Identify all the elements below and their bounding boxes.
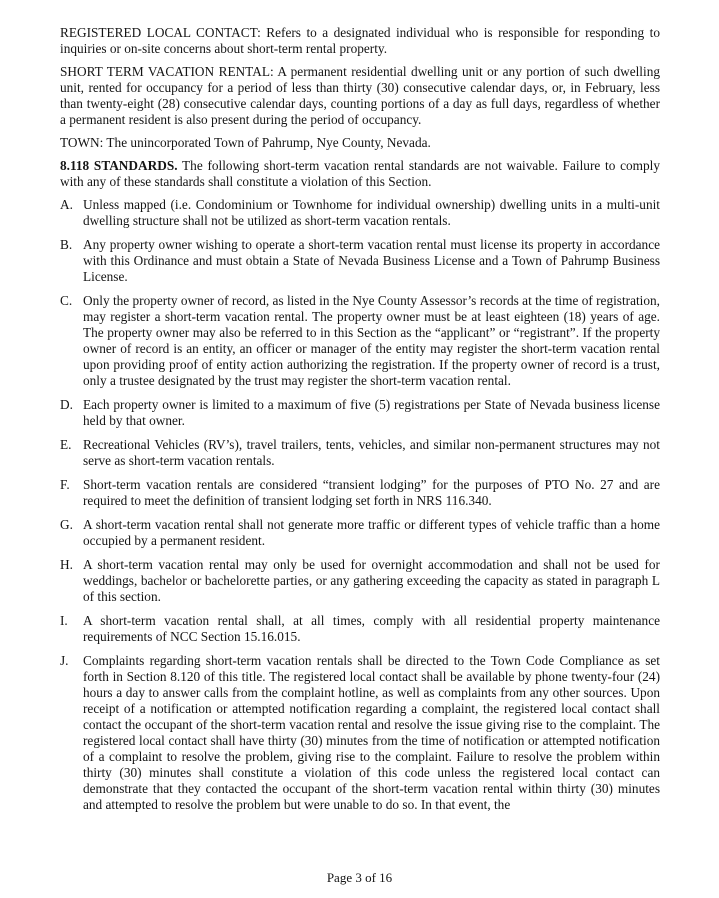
standards-item-g bbox=[60, 517, 660, 549]
item-text: A short-term vacation rental shall not generate more traffic or different types of vehicle traffic than a home occupied by a permanent resident. bbox=[83, 517, 660, 548]
item-letter: E. bbox=[60, 437, 72, 452]
item-text: Any property owner wishing to operate a short-term vacation rental must license its property in accordance with this Ordinance and must obtain a State of Nevada Business License and a Town of Pahrump Business License. bbox=[83, 237, 660, 284]
standards-item-i bbox=[60, 613, 660, 645]
item-letter: G. bbox=[60, 517, 73, 532]
standards-item-j bbox=[60, 653, 660, 813]
definition-term: TOWN: bbox=[60, 135, 104, 150]
item-text: A short-term vacation rental shall, at all times, comply with all residential property maintenance requirements of NCC Section 15.16.015. bbox=[83, 613, 660, 644]
item-text: Only the property owner of record, as listed in the Nye County Assessor’s records at the time of registration, may register a short-term vacation rental. The property owner must be at least eighteen (18) years of age. The property owner may also be referred to in this Section as the “applicant” or “registrant”. If the property owner of record is an entity, an officer or manager of the entity may register the short-term vacation rental upon providing proof of entity action authorizing the registration. If the property owner of record is a trust, only a trustee designated by the trust may register the short-term vacation rental. bbox=[83, 293, 660, 388]
definition-short-term-vacation-rental bbox=[60, 64, 660, 128]
standards-item-a bbox=[60, 197, 660, 229]
item-letter: D. bbox=[60, 397, 73, 412]
item-letter: I. bbox=[60, 613, 68, 628]
item-letter: J. bbox=[60, 653, 69, 668]
definition-term: SHORT TERM VACATION RENTAL: bbox=[60, 64, 274, 79]
standards-heading-paragraph bbox=[60, 158, 660, 190]
standards-item-h bbox=[60, 557, 660, 605]
standards-item-e bbox=[60, 437, 660, 469]
item-letter: A. bbox=[60, 197, 73, 212]
item-letter: B. bbox=[60, 237, 73, 252]
standards-item-b bbox=[60, 237, 660, 285]
page-number: Page 3 of 16 bbox=[326, 870, 393, 885]
standards-item-d bbox=[60, 397, 660, 429]
standards-intro-text: The following short-term vacation rental standards are not waivable. Failure to comply with any of these standards shall constitute a violation of this Section. bbox=[60, 158, 660, 189]
item-text: Unless mapped (i.e. Condominium or Townhome for individual ownership) dwelling units in a multi-unit dwelling structure shall not be utilized as short-term vacation rentals. bbox=[83, 197, 660, 228]
definition-text: The unincorporated Town of Pahrump, Nye County, Nevada. bbox=[103, 135, 431, 150]
definition-text: Refers to a designated individual who is responsible for responding to inquiries or on-site concerns about short-term rental property. bbox=[60, 25, 660, 56]
item-text: Each property owner is limited to a maximum of five (5) registrations per State of Nevada business license held by that owner. bbox=[83, 397, 660, 428]
definition-registered-local-contact bbox=[60, 25, 660, 57]
item-letter: C. bbox=[60, 293, 73, 308]
definition-town bbox=[60, 135, 660, 151]
standards-section-number: 8.118 STANDARDS. bbox=[60, 158, 178, 173]
item-text: Complaints regarding short-term vacation rentals shall be directed to the Town Code Compliance as set forth in Section 8.120 of this title. The registered local contact shall be available by phone twenty-four (24) hours a day to answer calls from the complaint hotline, as well as complaints from any other sources. Upon receipt of a notification or attempted notification regarding a complaint, the registered local contact shall contact the occupant of the short-term vacation rental and resolve the issue giving rise to the complaint. The registered local contact shall have thirty (30) minutes from the time of notification or attempted notification of a complaint to resolve the problem, giving rise to the complaint. Failure to resolve the problem within thirty (30) minutes shall constitute a violation of this code unless the registered local contact can demonstrate that they contacted the occupant of the short-term vacation rental within thirty (30) minutes and attempted to resolve the problem but were unable to do so. In that event, the bbox=[83, 653, 660, 812]
definition-text: A permanent residential dwelling unit or any portion of such dwelling unit, rented for occupancy for a period of less than thirty (30) consecutive calendar days, or, in February, less than twenty-eight (28) consecutive calendar days, counting portions of a day as full days, regardless of whether a permanent resident is also present during the period of occupancy. bbox=[60, 64, 660, 127]
definition-term: REGISTERED LOCAL CONTACT: bbox=[60, 25, 261, 40]
item-letter: F. bbox=[60, 477, 70, 492]
item-text: A short-term vacation rental may only be used for overnight accommodation and shall not be used for weddings, bachelor or bachelorette parties, or any gathering exceeding the capacity as stated in paragraph L of this section. bbox=[83, 557, 660, 604]
item-text: Recreational Vehicles (RV’s), travel trailers, tents, vehicles, and similar non-permanent structures may not serve as short-term vacation rentals. bbox=[83, 437, 660, 468]
item-text: Short-term vacation rentals are considered “transient lodging” for the purposes of PTO No. 27 and are required to meet the definition of transient lodging set forth in NRS 116.340. bbox=[83, 477, 660, 508]
standards-list bbox=[60, 197, 660, 813]
standards-item-f bbox=[60, 477, 660, 509]
standards-item-c bbox=[60, 293, 660, 389]
item-letter: H. bbox=[60, 557, 73, 572]
